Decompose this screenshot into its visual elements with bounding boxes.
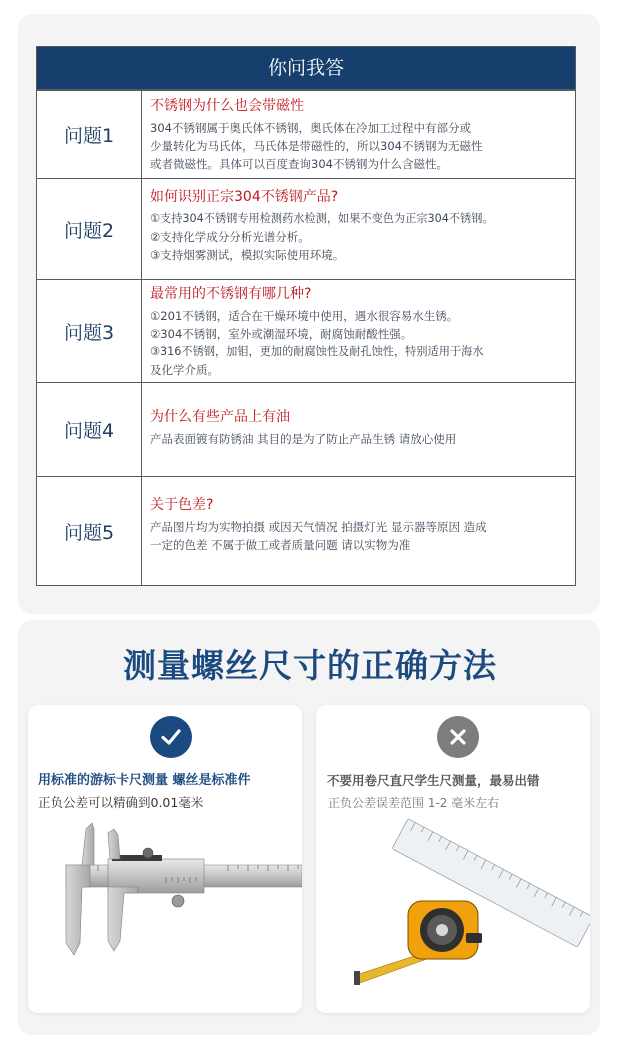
answer-line: 一定的色差 不属于做工或者质量问题 请以实物为准 [150, 538, 411, 552]
correct-detail: 正负公差可以精确到0.01毫米 [38, 795, 204, 810]
question-title: 为什么有些产品上有油 [150, 409, 290, 425]
wrong-caption: 不要用卷尺直尺学生尺测量，最易出错 [327, 773, 540, 788]
question-title: 不锈钢为什么也会带磁性 [150, 98, 304, 114]
faq-row [37, 476, 575, 585]
correct-method-card [28, 705, 302, 1013]
x-icon [437, 716, 479, 758]
faq-row [37, 279, 575, 382]
faq-row [37, 90, 575, 178]
answer-line: 304不锈钢属于奥氏体不锈钢，奥氏体在冷加工过程中有部分或 [150, 121, 471, 135]
section-title: 测量螺丝尺寸的正确方法 [123, 646, 497, 685]
answer-line: 少量转化为马氏体，马氏体是带磁性的，所以304不锈钢为无磁性 [150, 139, 483, 153]
answer-line: ③316不锈钢，加钼，更加的耐腐蚀性及耐孔蚀性，特别适用于海水 [150, 345, 484, 358]
answer-line: ②支持化学成分分析光谱分析。 [150, 230, 310, 244]
question-title: 如何识别正宗304不锈钢产品? [150, 189, 339, 205]
wrong-detail: 正负公差误差范围 1-2 毫米左右 [328, 796, 500, 810]
answer-line: ②304不锈钢，室外或潮湿环境，耐腐蚀耐酸性强。 [150, 327, 413, 341]
tape-measure-image [354, 901, 482, 985]
question-label: 问题1 [37, 91, 142, 178]
answer-line: 产品表面镀有防锈油 其目的是为了防止产品生锈 请放心使用 [150, 432, 457, 446]
answer-line: ①201不锈钢，适合在干燥环境中使用，遇水很容易水生锈。 [150, 309, 459, 323]
question-body [142, 383, 575, 476]
answer-line: ③支持烟雾测试，模拟实际使用环境。 [150, 248, 345, 262]
question-title: 关于色差? [150, 497, 214, 513]
faq-row [37, 382, 575, 476]
vernier-caliper-image [28, 815, 302, 985]
faq-row [37, 178, 575, 279]
answer-line: 产品图片均为实物拍摄 或因天气情况 拍摄灯光 显示器等原因 造成 [150, 520, 487, 534]
question-label: 问题4 [37, 383, 142, 476]
answer-line: 或者微磁性。具体可以百度查询304不锈钢为什么含磁性。 [150, 157, 448, 171]
question-body [142, 91, 575, 178]
answer-line: ①支持304不锈钢专用检测药水检测，如果不变色为正宗304不锈钢。 [150, 212, 494, 225]
question-label: 问题5 [37, 477, 142, 585]
answer-line: 及化学介质。 [150, 363, 219, 377]
question-body [142, 179, 575, 279]
ruler-and-tape-image [316, 815, 590, 995]
faq-table [36, 46, 576, 586]
faq-header: 你问我答 [37, 47, 575, 90]
question-body [142, 477, 575, 585]
check-icon [150, 716, 192, 758]
correct-caption: 用标准的游标卡尺测量 螺丝是标准件 [38, 773, 251, 788]
question-body [142, 280, 575, 382]
wrong-method-card [316, 705, 590, 1013]
question-label: 问题2 [37, 179, 142, 279]
question-title: 最常用的不锈钢有哪几种? [150, 286, 312, 302]
question-label: 问题3 [37, 280, 142, 382]
